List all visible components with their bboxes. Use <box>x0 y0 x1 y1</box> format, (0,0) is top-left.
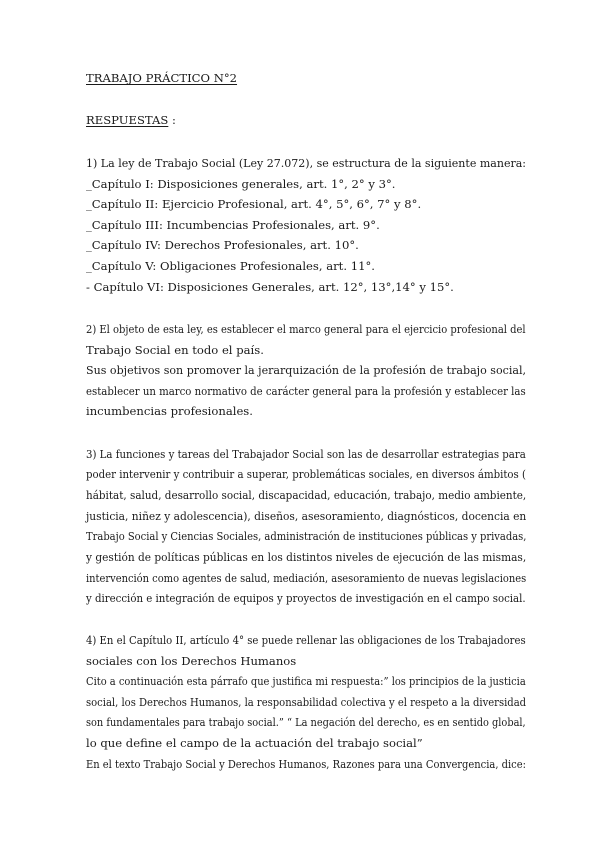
q1-chapter-line: _Capítulo I: Disposiciones generales, art. 1°, 2° y 3°. <box>86 177 396 191</box>
q3-line: hábitat, salud, desarrollo social, discapacidad, educación, trabajo, medio ambiente, <box>86 488 527 502</box>
q1-chapter-line: _Capítulo II: Ejercicio Profesional, art. 4°, 5°, 6°, 7° y 8°. <box>86 197 422 211</box>
respuestas-heading-row <box>86 112 176 128</box>
q1-chapter-line: _Capítulo IV: Derechos Profesionales, art. 10°. <box>86 238 359 252</box>
q1-intro: 1) La ley de Trabajo Social (Ley 27.072), se estructura de la siguiente manera: <box>86 156 527 170</box>
q3-line: 3) La funciones y tareas del Trabajador Social son las de desarrollar estrategias para <box>86 447 526 461</box>
q2-line: establecer un marco normativo de carácter general para la profesión y establecer las <box>86 384 526 398</box>
q1-chapter-line: - Capítulo VI: Disposiciones Generales, art. 12°, 13°,14° y 15°. <box>86 280 454 294</box>
q1-chapter-line: _Capítulo V: Obligaciones Profesionales, art. 11°. <box>86 259 375 273</box>
q4-line: 4) En el Capítulo II, artículo 4° se puede rellenar las obligaciones de los Trabajadores <box>86 633 526 647</box>
q4-line: social, los Derechos Humanos, la responsabilidad colectiva y el respeto a la diversidad <box>86 695 527 709</box>
q4-line: En el texto Trabajo Social y Derechos Humanos, Razones para una Convergencia, dice: <box>86 757 526 771</box>
q2-line: Trabajo Social en todo el país. <box>86 343 264 357</box>
respuestas-suffix: : <box>168 113 176 127</box>
q3-line: Trabajo Social y Ciencias Sociales, administración de instituciones públicas y privadas, <box>86 529 527 543</box>
q1-chapter-line: _Capítulo III: Incumbencias Profesionales, art. 9°. <box>86 218 380 232</box>
document-title: TRABAJO PRÁCTICO N°2 <box>86 71 238 85</box>
q2-line: Sus objetivos son promover la jerarquización de la profesión de trabajo social, <box>86 363 527 377</box>
q4-line: son fundamentales para trabajo social.” “ La negación del derecho, es en sentido global, <box>86 715 526 729</box>
q2-line: incumbencias profesionales. <box>86 404 253 418</box>
q3-line: justicia, niñez y adolescencia), diseños, asesoramiento, diagnósticos, docencia en <box>86 509 527 523</box>
q3-line: y dirección e integración de equipos y proyectos de investigación en el campo social. <box>86 591 526 605</box>
q4-line: sociales con los Derechos Humanos <box>86 654 297 668</box>
respuestas-heading: RESPUESTAS <box>86 113 169 127</box>
q3-line: intervención como agentes de salud, mediación, asesoramiento de nuevas legislaciones <box>86 571 527 585</box>
q4-line: Cito a continuación esta párrafo que justifica mi respuesta:” los principios de la justicia <box>86 674 526 688</box>
q3-line: poder intervenir y contribuir a superar, problemáticas sociales, en diversos ámbitos ( <box>86 467 526 481</box>
q4-line: lo que define el campo de la actuación del trabajo social” <box>86 736 423 750</box>
q2-line: 2) El objeto de esta ley, es establecer el marco general para el ejercicio profesional del <box>86 322 526 336</box>
q3-line: y gestión de políticas públicas en los distintos niveles de ejecución de las mismas, <box>86 550 527 564</box>
